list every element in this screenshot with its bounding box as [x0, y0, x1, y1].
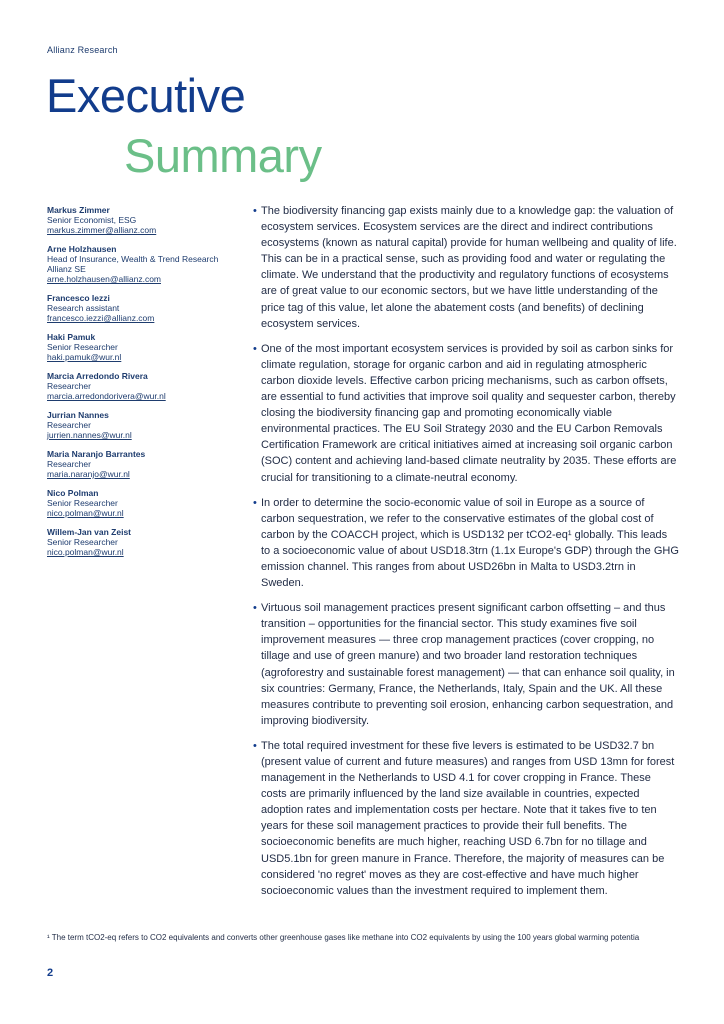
- author-name: Francesco Iezzi: [47, 293, 110, 303]
- author-role: Research assistant: [47, 303, 120, 313]
- summary-bullet: [254, 600, 679, 729]
- author-entry: [47, 449, 247, 479]
- author-role: Researcher: [47, 459, 91, 469]
- author-entry: [47, 332, 247, 362]
- page-title: Executive: [46, 69, 246, 122]
- author-email-link[interactable]: haki.pamuk@wur.nl: [47, 352, 122, 362]
- author-list: [47, 205, 247, 566]
- bullet-marker: •: [253, 739, 257, 752]
- summary-bullet: [254, 495, 679, 592]
- author-name: Nico Polman: [47, 488, 99, 498]
- author-name: Maria Naranjo Barrantes: [47, 449, 146, 459]
- author-name: Jurrian Nannes: [47, 410, 109, 420]
- author-email-link[interactable]: marcia.arredondorivera@wur.nl: [47, 391, 166, 401]
- bullet-marker: •: [253, 205, 257, 217]
- bullet-text: In order to determine the socio-economic value of soil in Europe as a source of carbon sequestration, we refer to the conservative estimates of the global cost of carbon by the COACCH project, which is USD132 per tCO2-eq¹ globally. This leads to a socioeconomic value of about USD18.3trn (1.1x Europe's GDP) through the GHG emission channel. This ranges from about USD26bn in Malta to USD3.2trn in Sweden.: [261, 496, 679, 590]
- author-name: Haki Pamuk: [47, 332, 96, 342]
- author-entry: [47, 205, 247, 235]
- author-role: Senior Researcher: [47, 537, 118, 547]
- author-organization: Allianz SE: [47, 264, 86, 274]
- bullet-marker: •: [253, 342, 257, 355]
- author-role: Senior Researcher: [47, 342, 118, 352]
- author-role: Senior Economist, ESG: [47, 215, 137, 225]
- author-entry: [47, 244, 247, 284]
- author-name: Marcia Arredondo Rivera: [47, 371, 148, 381]
- author-email-link[interactable]: markus.zimmer@allianz.com: [47, 225, 157, 235]
- bullet-marker: •: [253, 602, 257, 615]
- author-name: Willem-Jan van Zeist: [47, 527, 132, 537]
- author-email-link[interactable]: nico.polman@wur.nl: [47, 508, 124, 518]
- author-entry: [47, 293, 247, 323]
- summary-bullet-list: [254, 203, 679, 908]
- summary-bullet: [254, 203, 679, 332]
- author-role: Head of Insurance, Wealth & Trend Research: [47, 254, 219, 264]
- author-role: Researcher: [47, 420, 91, 430]
- summary-bullet: [254, 738, 679, 899]
- author-email-link[interactable]: jurrien.nannes@wur.nl: [47, 430, 132, 440]
- page-number: 2: [47, 967, 54, 979]
- author-email-link[interactable]: francesco.iezzi@allianz.com: [47, 313, 155, 323]
- bullet-marker: •: [253, 496, 257, 509]
- footnote: ¹ The term tCO2-eq refers to CO2 equivalents and converts other greenhouse gases like methane into CO2 equivalents by using the 100 years global warming potentia: [47, 933, 640, 942]
- author-email-link[interactable]: maria.naranjo@wur.nl: [47, 469, 130, 479]
- bullet-text: One of the most important ecosystem services is provided by soil as carbon sinks for climate regulation, storage for organic carbon and aid in regulating atmospheric carbon dioxide levels. Effective carbon pricing mechanisms, such as carbon offsets, are essential to fund activities that improve soil quality and sequester carbon, thereby closing the biodiversity financing gap and promoting economically viable environmental practices. The EU Soil Strategy 2030 and the EU Carbon Removals Certification Framework are critical initiatives aimed at increasing soil organic carbon (SOC) content and achieving land-based climate neutrality by 2035. These efforts are crucial for transitioning to a climate-neutral economy.: [261, 342, 677, 484]
- author-email-link[interactable]: arne.holzhausen@allianz.com: [47, 274, 161, 284]
- bullet-text: Virtuous soil management practices present significant carbon offsetting – and thus transition – opportunities for the financial sector. This study examines five soil improvement measures — three crop management practices (cover cropping, no tillage and use of green manure) and two broader land restoration techniques (agroforestry and sustainable forest management) — that can enhance soil quality, in six countries: Germany, France, the Netherlands, Italy, Spain and the UK. All these measures contribute to preventing soil erosion, enhancing carbon sequestration, and improving biodiversity.: [261, 602, 675, 727]
- bullet-text: The biodiversity financing gap exists mainly due to a knowledge gap: the valuation of ecosystem services. Ecosystem services are the direct and indirect contributions ecosystems (known as natural capital) provide for human wellbeing and quality of life. This can be in a practical sense, such as providing food and water or regulating the climate. We understand that the productivity and regulatory functions of ecosystems are of great value to our economic sectors, but we have little understanding of the price tag of this value, let alone the abatement costs (and benefits) of declining ecosystem services.: [261, 205, 677, 330]
- author-role: Senior Researcher: [47, 498, 118, 508]
- author-name: Markus Zimmer: [47, 205, 110, 215]
- author-entry: [47, 371, 247, 401]
- author-name: Arne Holzhausen: [47, 244, 117, 254]
- author-entry: [47, 410, 247, 440]
- header-label: Allianz Research: [47, 45, 118, 55]
- author-email-link[interactable]: nico.polman@wur.nl: [47, 547, 124, 557]
- page-subtitle: Summary: [124, 129, 322, 182]
- summary-bullet: [254, 341, 679, 486]
- author-role: Researcher: [47, 381, 91, 391]
- bullet-text: The total required investment for these five levers is estimated to be USD32.7 bn (present value of current and future measures) and ranges from USD 13mn for forest management in the Netherlands to USD 4.1 for cover cropping in France. These costs are primarily influenced by the land size available in countries, expected adoption rates and implementation costs per hectare. Note that it takes five to ten years for these soil management practices to provide their full benefits. The socioeconomic benefits are much higher, reaching USD 6.7bn for no tillage and USD5.1bn for green manure in France. Therefore, the majority of measures can be considered 'no regret' moves as they are cost-effective and have much higher socioeconomic values than the investment required to implement them.: [261, 739, 675, 897]
- author-entry: [47, 488, 247, 518]
- author-entry: [47, 527, 247, 557]
